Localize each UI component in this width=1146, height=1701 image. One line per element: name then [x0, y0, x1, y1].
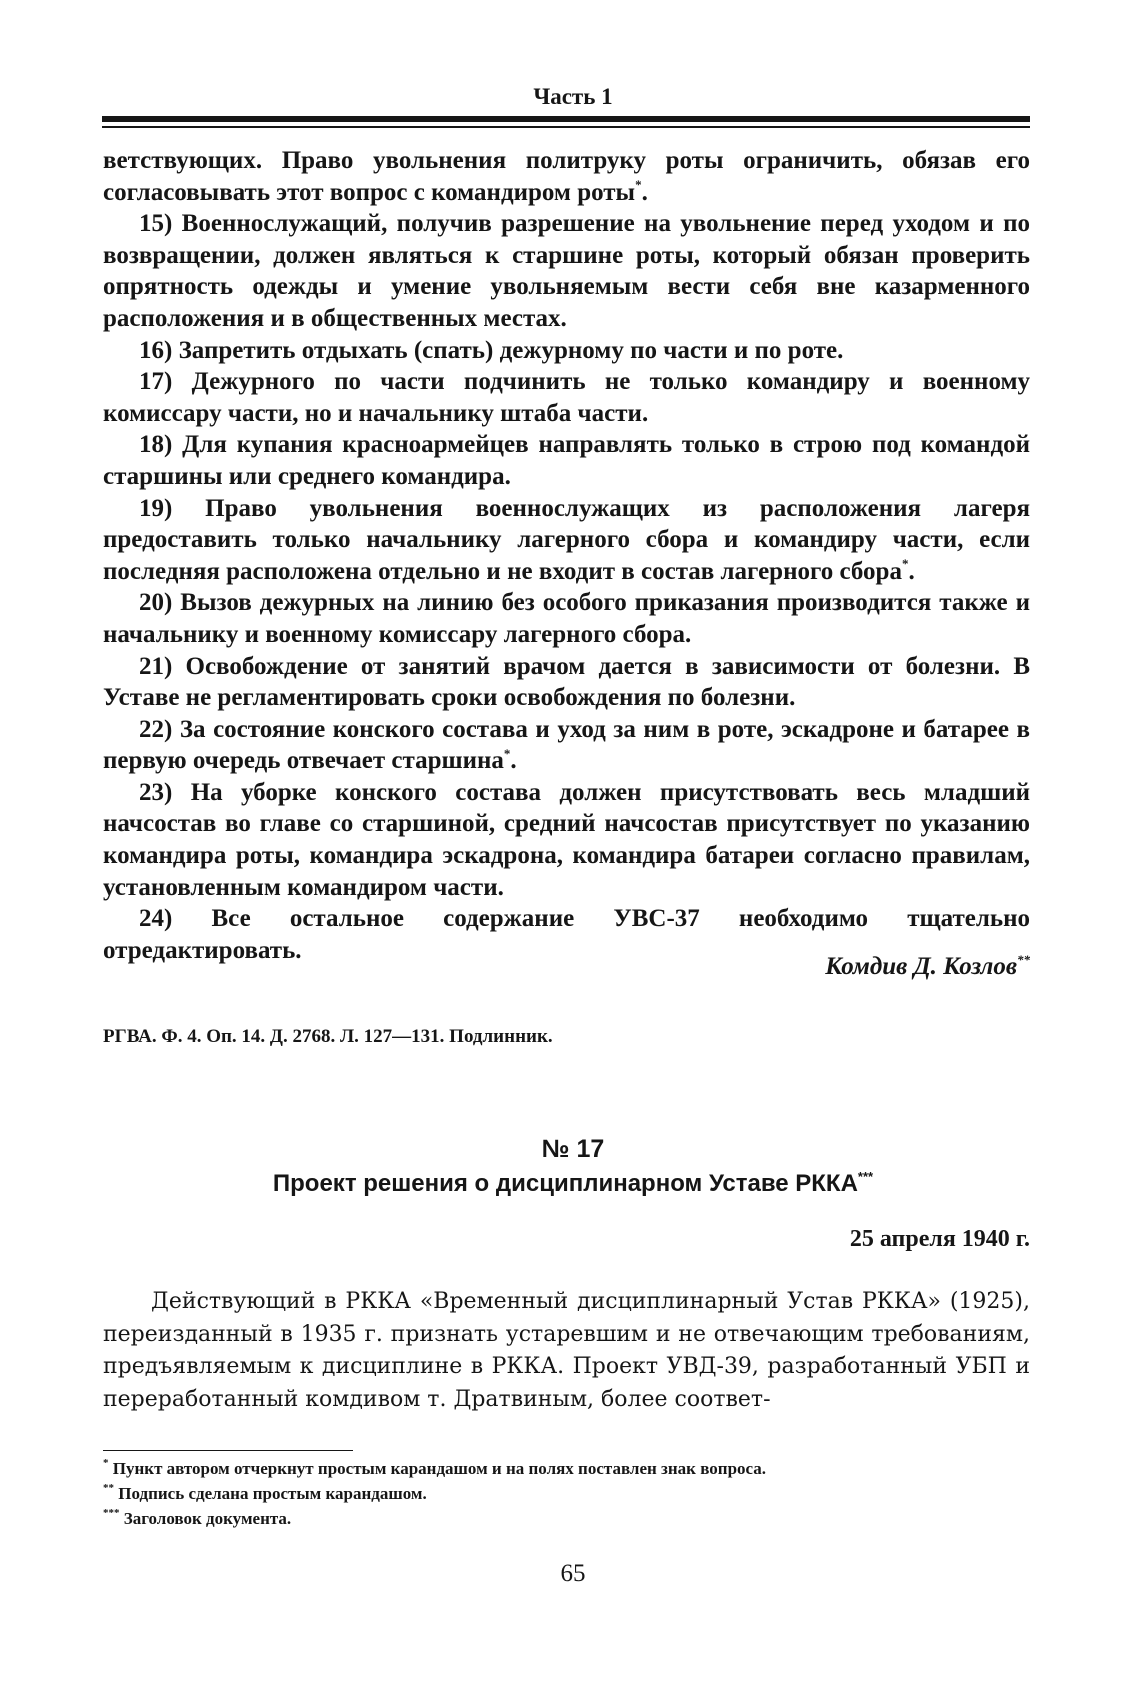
footnotes — [103, 1456, 1030, 1531]
document-title — [0, 1170, 1146, 1198]
footnote-mark: *** — [857, 1169, 874, 1184]
item-text: 24) Все остальное содержание УВС-37 необходимо тщательно отредактировать. — [103, 905, 1030, 964]
item-text: 15) Военнослужащий, получив разрешение на увольнение перед уходом и по возвращении, должен являться к старшине роты, который обязан проверить опрятность одежды и умение увольняемым вести себя вне казарменного расположения и в общественных местах. — [103, 210, 1030, 332]
footnote-mark: * — [103, 1457, 109, 1470]
signature — [825, 953, 1030, 981]
list-item — [103, 777, 1030, 903]
signature-text: Комдив Д. Козлов — [825, 953, 1017, 980]
decision-text — [103, 1286, 1030, 1416]
footnote — [103, 1481, 1030, 1506]
body-text — [103, 145, 1030, 966]
list-item — [103, 587, 1030, 650]
item-text: 21) Освобождение от занятий врачом дается в зависимости от болезни. В Уставе не регламентировать сроки освобождения по болезни. — [103, 652, 1030, 712]
item-text: 23) На уборке конского состава должен присутствовать весь младший начсостав во главе со старшиной, средний начсостав присутствует по указанию командира роты, командира эскадрона, командира батареи согласно правилам, установленным командиром части. — [103, 778, 1030, 901]
document-title-text: Проект решения о дисциплинарном Уставе РККА — [272, 1170, 858, 1197]
footnote-mark: ** — [1017, 951, 1030, 967]
continuation-paragraph: ветствующих. Право увольнения политруку роты ограничить, обязав его согласовывать этот вопрос с командиром роты*. — [103, 147, 1030, 206]
item-text: 20) Вызов дежурных на линию без особого приказания производится также и начальнику и военному комиссару лагерного сбора. — [103, 589, 1030, 648]
footnote-mark: *** — [103, 1507, 120, 1520]
footnote-mark: * — [503, 745, 511, 761]
running-head: Часть 1 — [533, 84, 613, 109]
footnote-text: Пункт автором отчеркнут простым карандашом и на полях поставлен знак вопроса. — [112, 1459, 767, 1478]
footnote-mark: * — [635, 177, 642, 193]
header-rule-thin — [102, 126, 1030, 128]
decision-paragraph: Действующий в РККА «Временный дисциплинарный Устав РККА» (1925), переизданный в 1935 г. признать устаревшим и не отвечающим требованиям, предъявляемым к дисциплине в РККА. Проект УВД-39, разработанный УБП и переработанный комдивом т. Дратвиным, более соответ- — [103, 1289, 1030, 1412]
list-item — [103, 714, 1030, 777]
list-item — [103, 335, 1030, 367]
document-number: № 17 — [541, 1135, 605, 1163]
item-text: 16) Запретить отдыхать (спать) дежурному по части и по роте. — [139, 336, 844, 364]
footnote — [103, 1456, 1030, 1481]
footnote-text: Заголовок документа. — [123, 1509, 292, 1528]
list-item — [103, 651, 1030, 714]
footnote-mark: * — [901, 556, 909, 572]
footnote-text: Подпись сделана простым карандашом. — [118, 1484, 427, 1503]
item-text: 19) Право увольнения военнослужащих из расположения лагеря предоставить только начальнику лагерного сбора и командиру части, если последняя расположена отдельно и не входит в состав лагерного сбора — [103, 494, 1030, 585]
list-item — [103, 366, 1030, 429]
footnote-mark: ** — [103, 1482, 114, 1495]
archive-source: РГВА. Ф. 4. Оп. 14. Д. 2768. Л. 127—131. Подлинник. — [103, 1026, 553, 1047]
document-date: 25 апреля 1940 г. — [849, 1226, 1030, 1252]
list-item — [103, 429, 1030, 492]
footnote — [103, 1506, 1030, 1531]
header-rule-thick — [102, 116, 1030, 122]
page-number: 65 — [560, 1560, 586, 1587]
item-text: 18) Для купания красноармейцев направлять только в строю под командой старшины или среднего командира. — [103, 431, 1030, 490]
list-item — [103, 493, 1030, 588]
item-text: 17) Дежурного по части подчинить не только командиру и военному комиссару части, но и начальнику штаба части. — [103, 368, 1030, 427]
item-end: . — [908, 557, 915, 585]
continuation-text: ветствующих. Право увольнения политруку роты ограничить, обязав его согласовывать этот вопрос с командиром роты — [103, 147, 1030, 206]
item-end: . — [510, 747, 517, 775]
footnote-rule — [103, 1450, 353, 1451]
list-item — [103, 208, 1030, 334]
item-text: 22) За состояние конского состава и уход за ним в роте, эскадроне и батарее в первую очередь отвечает старшина — [103, 715, 1030, 775]
